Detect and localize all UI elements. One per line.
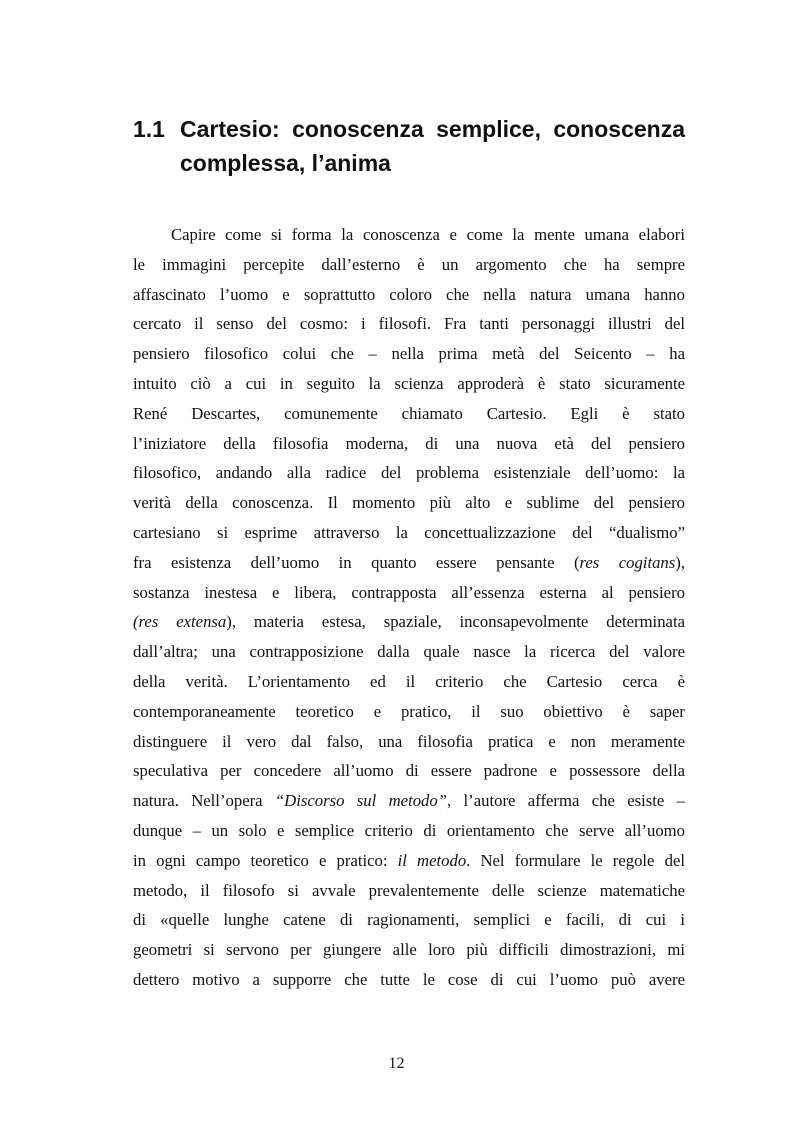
text-run: ), xyxy=(675,552,685,572)
paragraph-line xyxy=(133,876,685,906)
paragraph-line xyxy=(133,429,685,459)
text-run: dettero motivo a supporre che tutte le cose di cui l’uomo può avere xyxy=(133,969,685,989)
text-run: dall’altra; una contrapposizione dalla quale nasce la ricerca del valore xyxy=(133,642,685,662)
text-run: René Descartes, comunemente chiamato Cartesio. Egli è stato xyxy=(133,403,685,423)
paragraph-line xyxy=(133,905,685,935)
section-heading-line-1 xyxy=(133,112,685,146)
text-run: contemporaneamente teoretico e pratico, il suo obiettivo è saper xyxy=(133,701,685,721)
paragraph-line xyxy=(133,399,685,429)
section-number: 1.1 xyxy=(133,116,165,142)
text-run: ), materia estesa, spaziale, inconsapevolmente determinata xyxy=(226,612,685,632)
paragraph-line xyxy=(133,548,685,578)
text-run: . Nel formulare le regole del xyxy=(466,850,685,870)
paragraph-line xyxy=(133,488,685,518)
italic-text: “Discorso sul metodo” xyxy=(274,791,448,811)
text-run: distinguere il vero dal falso, una filosofia pratica e non meramente xyxy=(133,731,685,751)
paragraph-line xyxy=(133,578,685,608)
text-run: dunque – un solo e semplice criterio di orientamento che serve all’uomo xyxy=(133,820,685,840)
paragraph-line xyxy=(133,280,685,310)
section-title-part-1: Cartesio: conoscenza semplice, conoscenza xyxy=(180,116,685,142)
text-run: speculativa per concedere all’uomo di essere padrone e possessore della xyxy=(133,761,685,781)
section-heading xyxy=(133,112,685,180)
body-paragraph xyxy=(133,220,685,995)
paragraph-line xyxy=(133,637,685,667)
paragraph-line xyxy=(133,309,685,339)
paragraph-line xyxy=(133,786,685,816)
text-run: della verità. L’orientamento ed il criterio che Cartesio cerca è xyxy=(133,671,685,691)
paragraph-line xyxy=(133,220,685,250)
text-run: cercato il senso del cosmo: i filosofi. Fra tanti personaggi illustri del xyxy=(133,314,685,334)
paragraph-line xyxy=(133,935,685,965)
paragraph-line xyxy=(133,607,685,637)
section-title-part-2: complessa, l’anima xyxy=(180,150,391,176)
text-run: Capire come si forma la conoscenza e come la mente umana elabori xyxy=(171,225,685,244)
text-run: filosofico, andando alla radice del problema esistenziale dell’uomo: la xyxy=(133,463,685,483)
paragraph-line xyxy=(133,250,685,280)
paragraph-line xyxy=(133,458,685,488)
paragraph-line xyxy=(133,965,685,995)
text-run: cartesiano si esprime attraverso la concettualizzazione del “dualismo” xyxy=(133,522,685,542)
page-number: 12 xyxy=(388,1055,405,1072)
paragraph-line xyxy=(133,727,685,757)
text-run: fra esistenza dell’uomo in quanto essere pensante ( xyxy=(133,552,580,572)
paragraph-line xyxy=(133,756,685,786)
paragraph-line xyxy=(133,697,685,727)
text-run: intuito ciò a cui in seguito la scienza approderà è stato sicuramente xyxy=(133,373,685,393)
text-run: affascinato l’uomo e soprattutto coloro che nella natura umana hanno xyxy=(133,284,685,304)
text-run: le immagini percepite dall’esterno è un argomento che ha sempre xyxy=(133,254,685,274)
italic-text: il metodo xyxy=(397,850,467,870)
text-run: geometri si servono per giungere alle loro più difficili dimostrazioni, mi xyxy=(133,940,685,960)
paragraph-line xyxy=(133,846,685,876)
text-run: natura. Nell’opera xyxy=(133,791,275,811)
text-run: verità della conoscenza. Il momento più alto e sublime del pensiero xyxy=(133,493,685,513)
text-run: , l’autore afferma che esiste – xyxy=(447,791,685,811)
paragraph-line xyxy=(133,816,685,846)
text-run: sostanza inestesa e libera, contrapposta all’essenza esterna al pensiero xyxy=(133,582,685,602)
text-run: di «quelle lunghe catene di ragionamenti, semplici e facili, di cui i xyxy=(133,910,685,930)
text-run: metodo, il filosofo si avvale prevalentemente delle scienze matematiche xyxy=(133,880,685,900)
italic-text: res cogitans xyxy=(579,552,676,572)
text-run: in ogni campo teoretico e pratico: xyxy=(133,850,398,870)
paragraph-line xyxy=(133,369,685,399)
paragraph-line xyxy=(133,667,685,697)
text-run: l’iniziatore della filosofia moderna, di una nuova età del pensiero xyxy=(133,433,685,453)
italic-text: (res extensa xyxy=(133,612,227,632)
paragraph-line xyxy=(133,518,685,548)
paragraph-line xyxy=(133,339,685,369)
text-run: pensiero filosofico colui che – nella prima metà del Seicento – ha xyxy=(133,344,685,364)
